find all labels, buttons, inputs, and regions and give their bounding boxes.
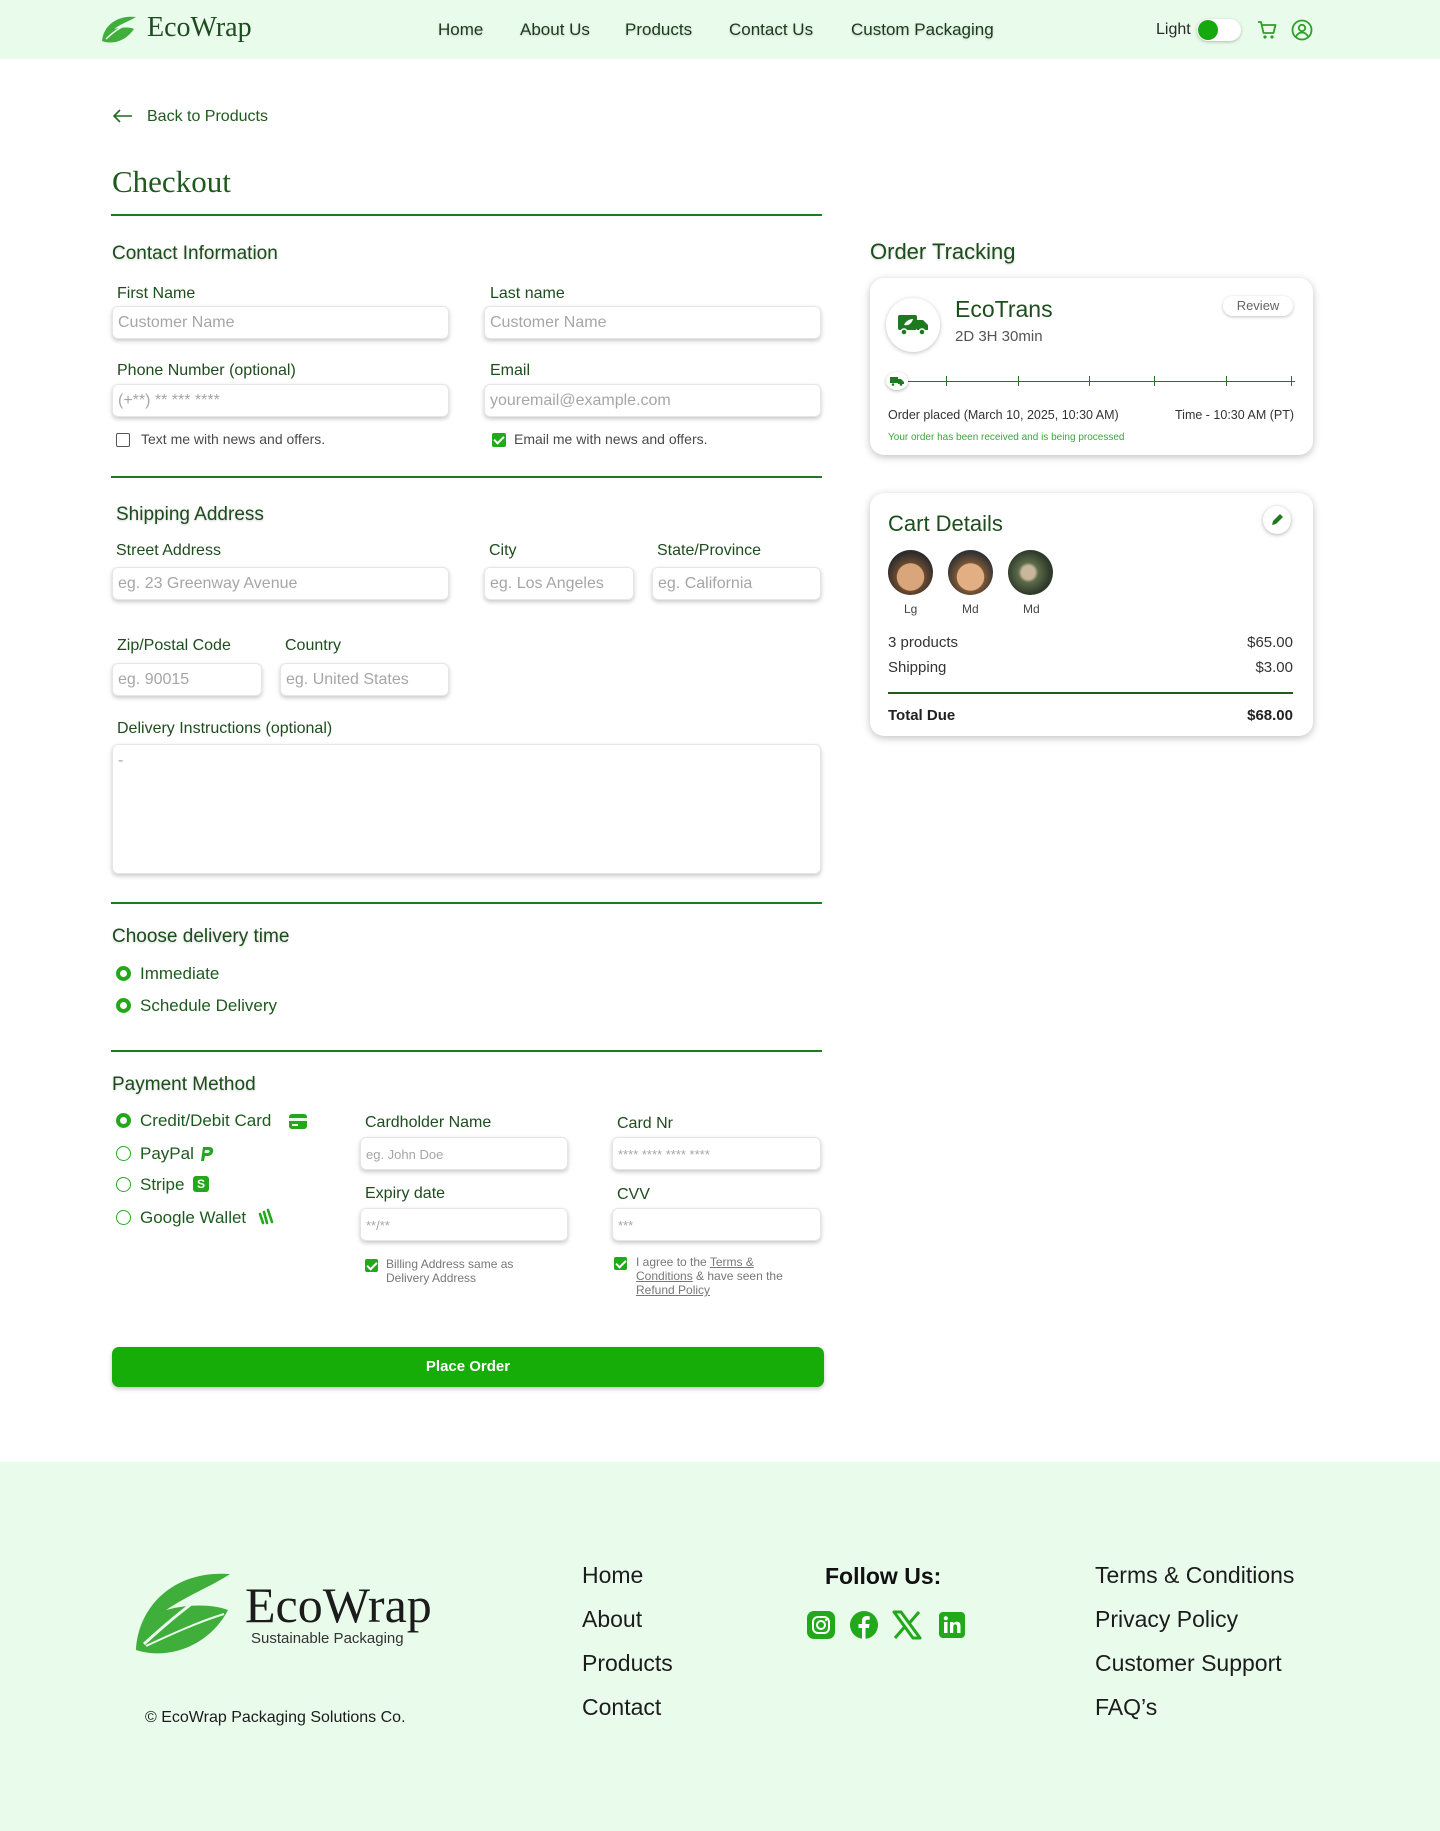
agree-terms-label bbox=[636, 1255, 826, 1297]
text-optin-checkbox[interactable] bbox=[116, 433, 130, 447]
cvv-input[interactable] bbox=[612, 1208, 821, 1241]
last-name-input[interactable] bbox=[484, 306, 821, 339]
page-title: Checkout bbox=[112, 164, 231, 199]
product-thumbnail[interactable] bbox=[948, 550, 993, 595]
cart-details-title: Cart Details bbox=[888, 511, 1003, 536]
billing-same-line: Billing Address same as bbox=[386, 1257, 514, 1271]
terms-link[interactable]: Conditions bbox=[636, 1269, 693, 1283]
email-input[interactable] bbox=[484, 384, 821, 417]
order-tracking-card bbox=[870, 278, 1313, 455]
nav-about-us[interactable]: About Us bbox=[520, 20, 590, 39]
delivery-option-label: Schedule Delivery bbox=[140, 996, 278, 1015]
shipping-cost: $3.00 bbox=[1255, 659, 1293, 676]
placeholder: (+**) ** *** **** bbox=[118, 392, 220, 409]
footer-link-terms[interactable]: Terms & Conditions bbox=[1095, 1562, 1295, 1588]
footer-link-support[interactable]: Customer Support bbox=[1095, 1650, 1282, 1676]
placeholder: **** **** **** **** bbox=[618, 1147, 710, 1162]
phone-label: Phone Number (optional) bbox=[117, 362, 296, 379]
country-label: Country bbox=[285, 637, 342, 654]
email-optin-label: Email me with news and offers. bbox=[514, 431, 708, 447]
top-navbar bbox=[0, 0, 1440, 59]
first-name-label: First Name bbox=[117, 285, 196, 302]
last-name-label: Last name bbox=[490, 285, 565, 302]
delivery-schedule-radio[interactable] bbox=[116, 998, 131, 1013]
city-input[interactable] bbox=[484, 567, 634, 600]
tracking-tick bbox=[1018, 376, 1019, 386]
divider bbox=[111, 902, 822, 904]
divider bbox=[888, 692, 1293, 694]
placeholder: **/** bbox=[366, 1218, 390, 1233]
instagram-icon[interactable] bbox=[807, 1611, 835, 1639]
placeholder: eg. Los Angeles bbox=[490, 575, 604, 592]
first-name-input[interactable] bbox=[112, 306, 449, 339]
pencil-icon bbox=[1270, 513, 1284, 527]
truck-icon bbox=[898, 313, 929, 337]
placeholder: eg. 90015 bbox=[118, 671, 190, 688]
product-size: Md bbox=[962, 602, 979, 616]
footer-link-about[interactable]: About bbox=[582, 1606, 643, 1632]
footer-brand[interactable]: EcoWrap bbox=[245, 1577, 432, 1633]
state-label: State/Province bbox=[657, 542, 762, 559]
billing-same-label bbox=[386, 1257, 513, 1285]
order-placed-text: Order placed (March 10, 2025, 10:30 AM) bbox=[888, 408, 1119, 422]
product-thumbnail[interactable] bbox=[1008, 550, 1053, 595]
agree-text: & have seen the bbox=[696, 1269, 783, 1283]
follow-us-title: Follow Us: bbox=[825, 1563, 942, 1589]
order-tracking-title: Order Tracking bbox=[870, 239, 1016, 264]
google-wallet-icon bbox=[258, 1208, 275, 1225]
product-thumbnail[interactable] bbox=[888, 550, 933, 595]
cardholder-label: Cardholder Name bbox=[365, 1114, 492, 1131]
footer-link-home[interactable]: Home bbox=[582, 1562, 644, 1588]
instructions-label: Delivery Instructions (optional) bbox=[117, 720, 333, 737]
contact-section-title: Contact Information bbox=[112, 243, 278, 264]
tracking-tick bbox=[946, 376, 947, 386]
billing-same-checkbox[interactable] bbox=[365, 1259, 378, 1272]
placeholder: eg. California bbox=[658, 575, 753, 592]
expiry-label: Expiry date bbox=[365, 1185, 446, 1202]
total-due-label: Total Due bbox=[888, 707, 956, 724]
product-size: Md bbox=[1023, 602, 1040, 616]
phone-input[interactable] bbox=[112, 384, 449, 417]
footer-link-contact[interactable]: Contact bbox=[582, 1694, 662, 1720]
products-count-label: 3 products bbox=[888, 634, 959, 651]
nav-products[interactable]: Products bbox=[625, 20, 693, 39]
shipping-label: Shipping bbox=[888, 659, 947, 676]
payment-method-label: Stripe bbox=[140, 1175, 185, 1194]
delivery-option-label: Immediate bbox=[140, 964, 220, 983]
payment-section-title: Payment Method bbox=[112, 1074, 256, 1095]
tracking-tick bbox=[1154, 376, 1155, 386]
payment-method-label: Google Wallet bbox=[140, 1208, 247, 1227]
placeholder: - bbox=[118, 752, 124, 769]
card-number-input[interactable] bbox=[612, 1137, 821, 1170]
brand-name[interactable]: EcoWrap bbox=[147, 12, 252, 43]
truck-icon bbox=[890, 376, 904, 386]
tracking-tick bbox=[1226, 376, 1227, 386]
order-status-text: Your order has been received and is being processed bbox=[888, 432, 1125, 443]
instructions-textarea[interactable] bbox=[112, 744, 821, 874]
tracking-progress-line bbox=[890, 381, 1295, 382]
nav-custom-packaging[interactable]: Custom Packaging bbox=[851, 20, 994, 39]
placeholder: Customer Name bbox=[118, 314, 235, 331]
footer-tagline: Sustainable Packaging bbox=[251, 1630, 404, 1647]
agree-text: I agree to the bbox=[636, 1255, 707, 1269]
truck-avatar bbox=[886, 298, 940, 352]
toggle-knob bbox=[1198, 20, 1218, 40]
divider bbox=[111, 1050, 822, 1052]
placeholder: youremail@example.com bbox=[490, 392, 671, 409]
city-label: City bbox=[489, 542, 517, 559]
x-icon[interactable] bbox=[892, 1610, 922, 1640]
delivery-section-title: Choose delivery time bbox=[112, 926, 290, 947]
cardholder-input[interactable] bbox=[360, 1137, 568, 1170]
logo-leaf-icon bbox=[100, 11, 138, 47]
footer-link-faqs[interactable]: FAQ’s bbox=[1095, 1694, 1158, 1720]
footer bbox=[0, 1462, 1440, 1831]
back-to-products-link[interactable]: Back to Products bbox=[147, 108, 268, 125]
state-input[interactable] bbox=[652, 567, 821, 600]
placeholder: *** bbox=[618, 1218, 634, 1233]
payment-paypal-radio[interactable] bbox=[116, 1146, 131, 1161]
paypal-icon bbox=[199, 1146, 215, 1164]
facebook-icon[interactable] bbox=[850, 1611, 878, 1639]
footer-logo-icon bbox=[132, 1564, 232, 1660]
placeholder: Customer Name bbox=[490, 314, 607, 331]
tracking-marker bbox=[886, 372, 908, 390]
credit-card-icon bbox=[289, 1114, 307, 1129]
stripe-icon: S bbox=[193, 1176, 209, 1192]
product-size: Lg bbox=[904, 602, 918, 616]
divider bbox=[111, 476, 822, 478]
edit-cart-button[interactable] bbox=[1263, 506, 1291, 534]
street-label: Street Address bbox=[116, 542, 221, 559]
agree-terms-checkbox[interactable] bbox=[614, 1257, 627, 1270]
payment-gwallet-radio[interactable] bbox=[116, 1210, 131, 1225]
payment-method-label: Credit/Debit Card bbox=[140, 1111, 272, 1130]
linkedin-icon[interactable] bbox=[939, 1612, 965, 1638]
zip-label: Zip/Postal Code bbox=[117, 637, 231, 654]
footer-link-products[interactable]: Products bbox=[582, 1650, 673, 1676]
delivery-immediate-radio[interactable] bbox=[116, 966, 131, 981]
theme-label: Light bbox=[1156, 21, 1191, 38]
products-subtotal: $65.00 bbox=[1247, 634, 1293, 651]
shipping-section-title: Shipping Address bbox=[116, 504, 264, 525]
order-time-text: Time - 10:30 AM (PT) bbox=[1175, 408, 1295, 422]
zip-input[interactable] bbox=[112, 663, 262, 696]
terms-link[interactable]: Terms & bbox=[709, 1255, 754, 1269]
cart-details-card bbox=[870, 493, 1313, 736]
payment-method-label: PayPal bbox=[140, 1144, 194, 1163]
place-order-button[interactable]: Place Order bbox=[112, 1347, 824, 1387]
cvv-label: CVV bbox=[617, 1186, 650, 1203]
email-label: Email bbox=[490, 362, 531, 379]
placeholder: eg. 23 Greenway Avenue bbox=[118, 575, 298, 592]
user-icon[interactable] bbox=[1291, 19, 1313, 41]
placeholder: eg. United States bbox=[286, 671, 409, 688]
theme-toggle[interactable] bbox=[1197, 19, 1241, 41]
billing-same-line: Delivery Address bbox=[386, 1271, 477, 1285]
carrier-name: EcoTrans bbox=[955, 296, 1053, 322]
total-due-value: $68.00 bbox=[1247, 707, 1293, 724]
back-arrow-icon[interactable] bbox=[113, 109, 133, 123]
placeholder: eg. John Doe bbox=[366, 1147, 444, 1162]
nav-home[interactable]: Home bbox=[438, 20, 484, 39]
payment-stripe-radio[interactable] bbox=[116, 1177, 131, 1192]
review-button[interactable]: Review bbox=[1223, 296, 1293, 316]
footer-link-privacy[interactable]: Privacy Policy bbox=[1095, 1606, 1239, 1632]
refund-policy-link[interactable]: Refund Policy bbox=[636, 1283, 711, 1297]
nav-contact-us[interactable]: Contact Us bbox=[729, 20, 814, 39]
text-optin-label: Text me with news and offers. bbox=[141, 431, 326, 447]
copyright: © EcoWrap Packaging Solutions Co. bbox=[145, 1709, 406, 1726]
carrier-eta: 2D 3H 30min bbox=[955, 328, 1043, 345]
card-number-label: Card Nr bbox=[617, 1115, 674, 1132]
tracking-tick bbox=[1291, 376, 1292, 386]
country-input[interactable] bbox=[280, 663, 449, 696]
tracking-tick bbox=[1089, 376, 1090, 386]
divider bbox=[111, 214, 822, 216]
payment-card-radio[interactable] bbox=[116, 1113, 131, 1128]
email-optin-checkbox[interactable] bbox=[492, 433, 506, 447]
expiry-input[interactable] bbox=[360, 1208, 568, 1241]
cart-icon[interactable] bbox=[1256, 19, 1278, 41]
street-input[interactable] bbox=[112, 567, 449, 600]
